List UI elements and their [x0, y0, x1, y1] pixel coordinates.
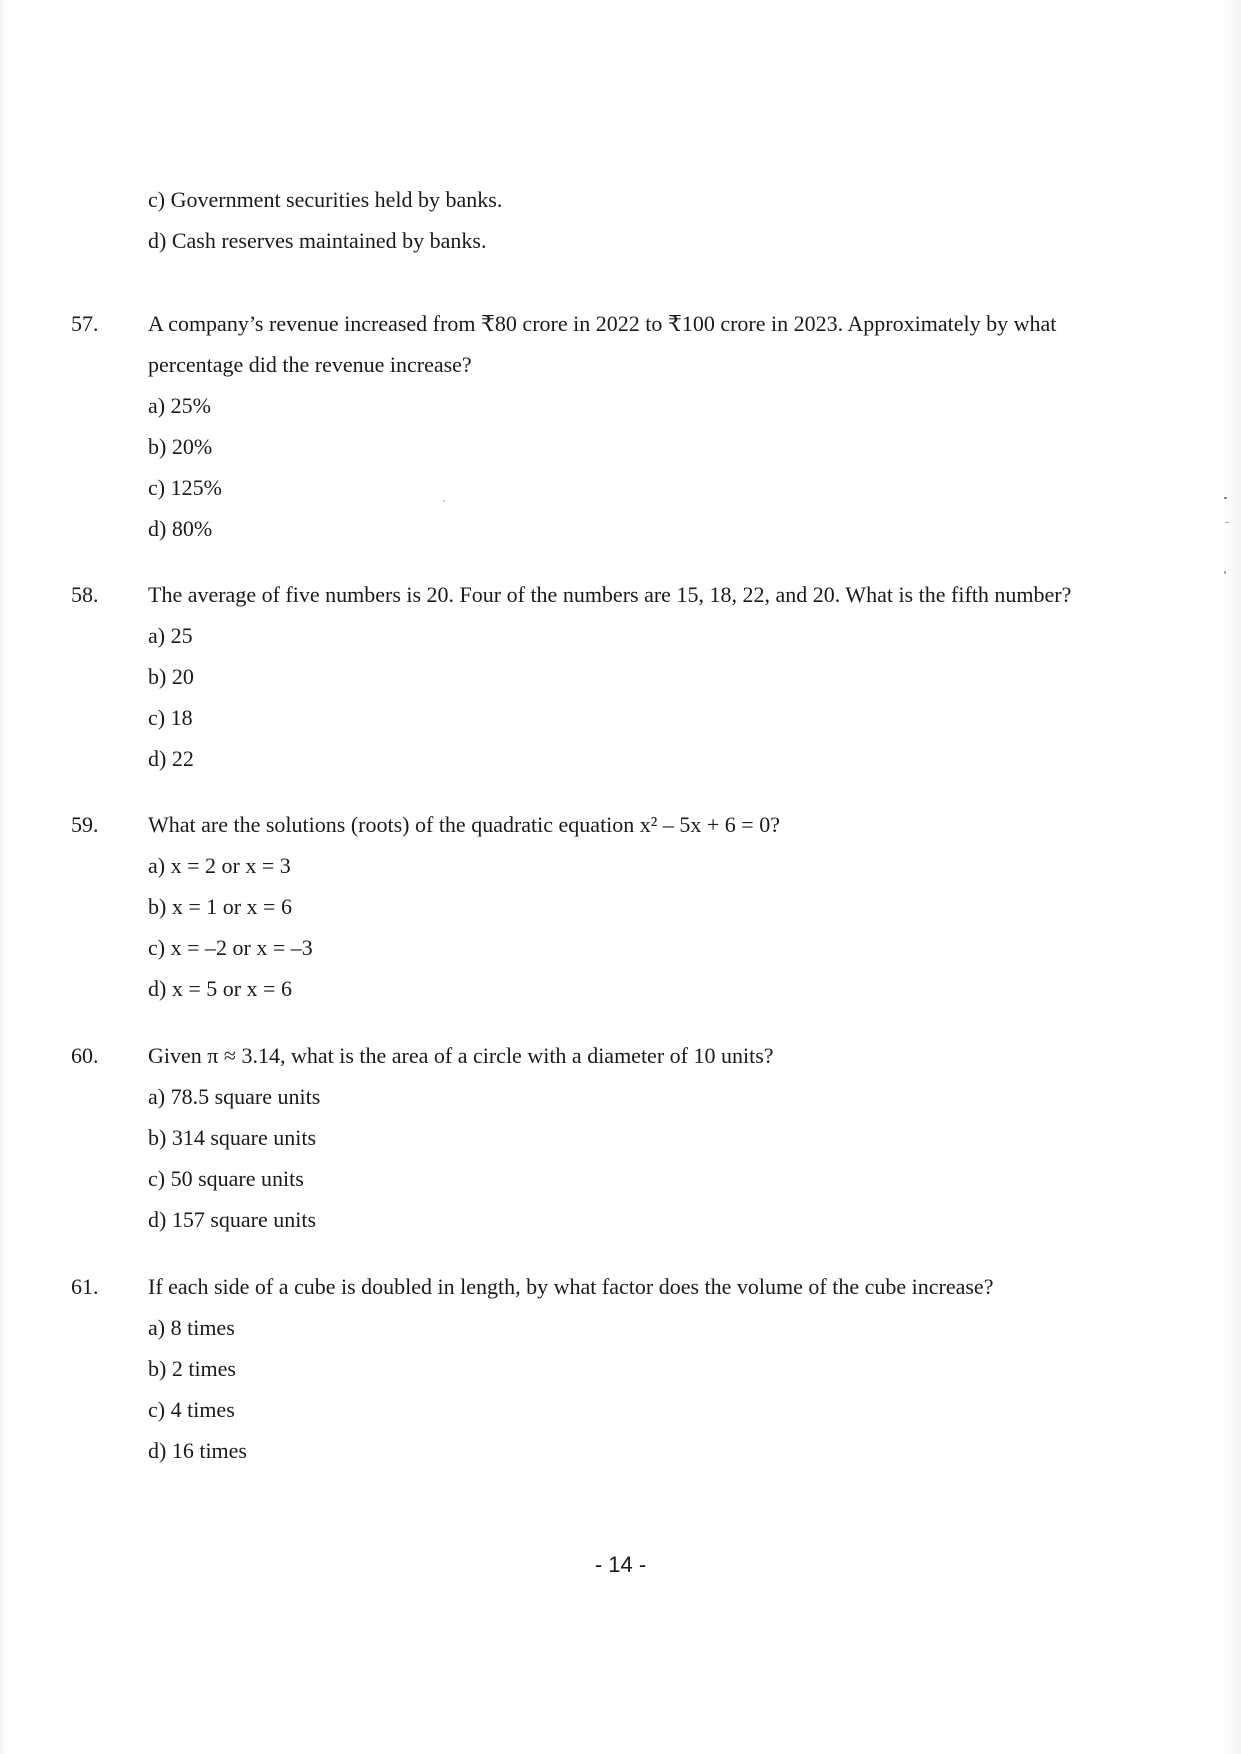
option-b: b) x = 1 or x = 6	[148, 894, 292, 919]
question-number: 61.	[71, 1274, 99, 1299]
option-a: a) x = 2 or x = 3	[148, 853, 291, 878]
option-b: b) 2 times	[148, 1356, 236, 1381]
option-c: c) x = –2 or x = –3	[148, 935, 313, 960]
question-text: Given π ≈ 3.14, what is the area of a circle with a diameter of 10 units?	[148, 1043, 774, 1068]
option-a: a) 78.5 square units	[148, 1084, 321, 1109]
option-c: c) 50 square units	[148, 1166, 304, 1191]
question-text: A company’s revenue increased from ₹80 crore in 2022 to ₹100 crore in 2023. Approximately by what	[148, 311, 1057, 336]
scan-speck	[1224, 497, 1227, 499]
option-d: d) 80%	[148, 516, 213, 541]
option-d: d) 22	[148, 746, 194, 771]
option-c: c) 125%	[148, 475, 222, 500]
option-d: d) x = 5 or x = 6	[148, 976, 292, 1001]
question-text: The average of five numbers is 20. Four of the numbers are 15, 18, 22, and 20. What is the fifth number?	[148, 582, 1072, 607]
option-a: a) 8 times	[148, 1315, 235, 1340]
option-a: a) 25%	[148, 393, 211, 418]
question-number: 58.	[71, 582, 99, 607]
option-c: c) 4 times	[148, 1397, 235, 1422]
scan-speck	[1225, 522, 1229, 523]
question-text: What are the solutions (roots) of the quadratic equation x² – 5x + 6 = 0?	[148, 812, 780, 837]
option-b: b) 20	[148, 664, 194, 689]
option-a: a) 25	[148, 623, 193, 648]
question-number: 59.	[71, 812, 99, 837]
scan-speck	[1224, 571, 1226, 574]
question-text: If each side of a cube is doubled in length, by what factor does the volume of the cube increase?	[148, 1274, 994, 1299]
continuation-option-c: c) Government securities held by banks.	[148, 187, 503, 212]
question-number: 60.	[71, 1043, 99, 1068]
option-d: d) 157 square units	[148, 1207, 317, 1232]
option-b: b) 314 square units	[148, 1125, 317, 1150]
continuation-option-d: d) Cash reserves maintained by banks.	[148, 228, 487, 253]
question-text: percentage did the revenue increase?	[148, 352, 472, 377]
option-c: c) 18	[148, 705, 193, 730]
option-d: d) 16 times	[148, 1438, 247, 1463]
scan-speck	[443, 500, 445, 502]
option-b: b) 20%	[148, 434, 213, 459]
page-number: - 14 -	[594, 1552, 647, 1577]
question-number: 57.	[71, 311, 99, 336]
